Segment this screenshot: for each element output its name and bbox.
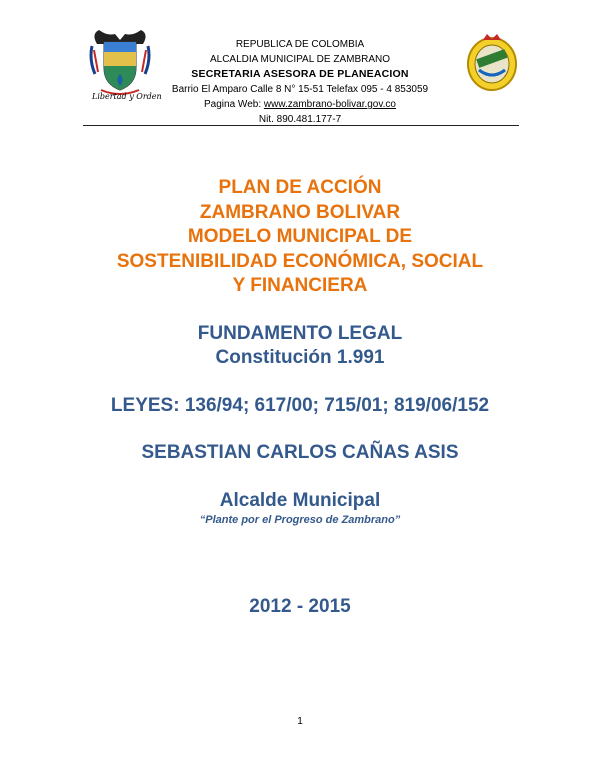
header-republic: REPUBLICA DE COLOMBIA bbox=[235, 39, 365, 50]
title-line-3: MODELO MUNICIPAL DE bbox=[187, 226, 413, 247]
legal-heading: FUNDAMENTO LEGAL bbox=[197, 323, 403, 344]
header-text bbox=[151, 37, 449, 127]
title-line-1: PLAN DE ACCIÓN bbox=[218, 177, 382, 198]
mayor-role: Alcalde Municipal bbox=[219, 490, 381, 511]
period: 2012 - 2015 bbox=[249, 596, 351, 617]
header-alcaldia: ALCALDIA MUNICIPAL DE ZAMBRANO bbox=[209, 54, 391, 65]
slogan: “Plante por el Progreso de Zambrano” bbox=[199, 514, 401, 526]
web-label: Pagina Web: bbox=[204, 99, 264, 110]
header-secretaria: SECRETARIA ASESORA DE PLANEACION bbox=[191, 68, 409, 80]
zambrano-municipal-seal-icon bbox=[465, 32, 519, 92]
header-address: Barrio El Amparo Calle 8 N° 15-51 Telefax 095 - 4 853059 bbox=[171, 84, 429, 95]
plan-title bbox=[60, 176, 540, 299]
mayor-name: SEBASTIAN CARLOS CAÑAS ASIS bbox=[141, 442, 459, 463]
header-web bbox=[151, 97, 449, 112]
constitution: Constitución 1.991 bbox=[215, 347, 385, 368]
header-nit: Nit. 890.481.177-7 bbox=[258, 114, 342, 125]
document-header bbox=[83, 26, 519, 126]
legal-basis bbox=[40, 322, 560, 370]
web-link[interactable]: www.zambrano-bolivar.gov.co bbox=[263, 99, 396, 110]
title-line-5: Y FINANCIERA bbox=[232, 275, 368, 296]
title-line-2: ZAMBRANO BOLIVAR bbox=[199, 201, 401, 223]
page-number: 1 bbox=[297, 716, 303, 727]
coat-of-arms-motto: Libertad y Orden bbox=[92, 92, 162, 101]
title-line-4: SOSTENIBILIDAD ECONÓMICA, SOCIAL bbox=[116, 250, 484, 272]
laws: LEYES: 136/94; 617/00; 715/01; 819/06/152 bbox=[110, 395, 490, 416]
